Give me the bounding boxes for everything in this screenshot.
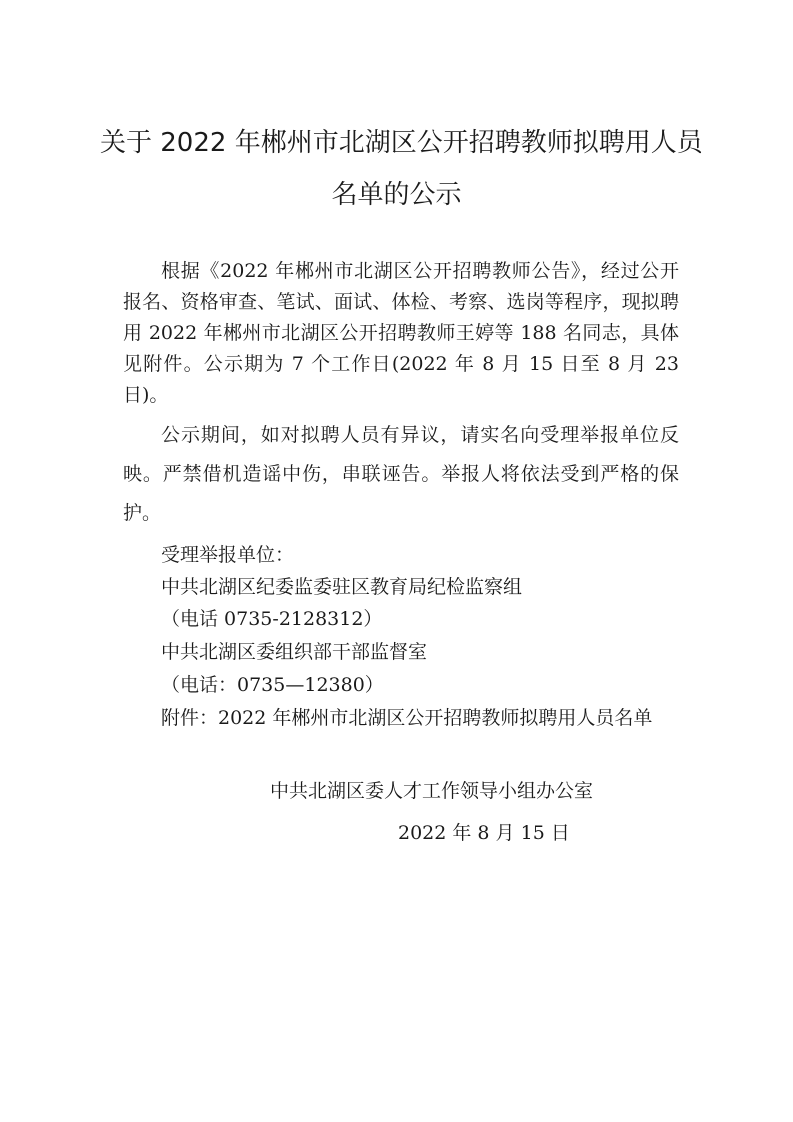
report-units-label: 受理举报单位： bbox=[161, 544, 295, 566]
document-title-line2: 名单的公示 bbox=[331, 180, 462, 210]
paragraph-objection-notice: 公示期间，如对拟聘人员有异议，请实名向受理举报单位反映。严禁借机造谣中伤，串联诬告。举报人将依法受到严格的保护。 bbox=[123, 424, 679, 524]
issuer-signature: 中共北湖区委人才工作领导小组办公室 bbox=[270, 780, 594, 802]
report-unit2-phone: （电话：0735—12380） bbox=[161, 674, 384, 696]
report-unit1-name: 中共北湖区纪委监委驻区教育局纪检监察组 bbox=[161, 576, 523, 598]
attachment-line: 附件：2022 年郴州市北湖区公开招聘教师拟聘用人员名单 bbox=[161, 707, 653, 729]
issue-date: 2022 年 8 月 15 日 bbox=[398, 822, 570, 844]
paragraph-announcement: 根据《2022 年郴州市北湖区公开招聘教师公告》，经过公开报名、资格审查、笔试、面试、体检、考察、选岗等程序，现拟聘用 2022 年郴州市北湖区公开招聘教师王婷等 188 名同志，具体见附件。公示期为 7 个工作日(2022 年 8 月 15 日至 8 月 23 日)。 bbox=[123, 260, 679, 406]
document-title-line1: 关于 2022 年郴州市北湖区公开招聘教师拟聘用人员 bbox=[100, 128, 703, 158]
report-unit2-name: 中共北湖区委组织部干部监督室 bbox=[161, 641, 428, 663]
report-unit1-phone: （电话 0735-2128312） bbox=[161, 608, 383, 630]
